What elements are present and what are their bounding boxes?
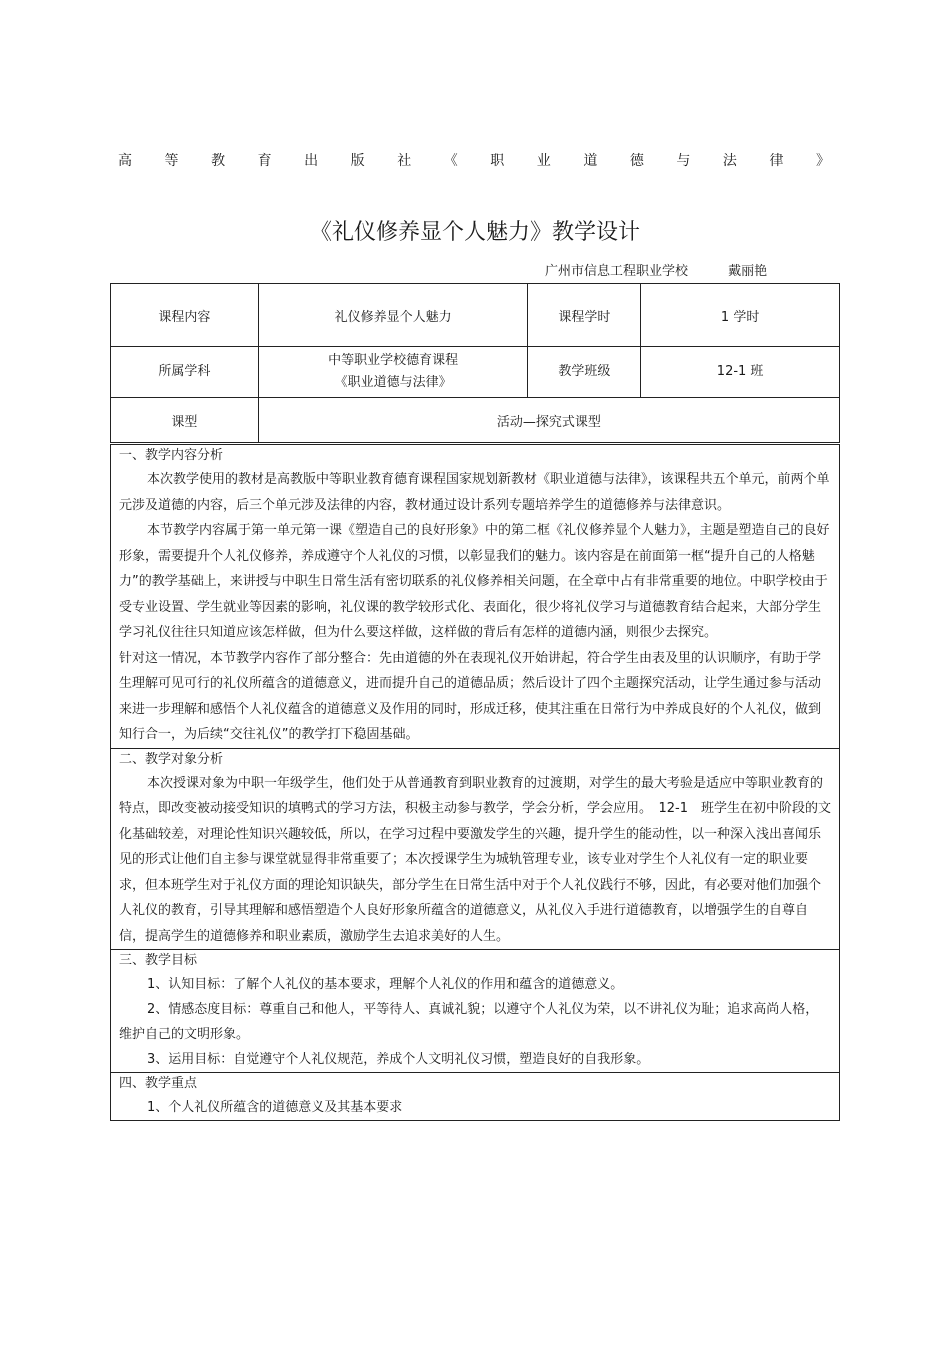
header-char: 高 [118,153,132,169]
section-title: 一、教学内容分析 [119,448,224,463]
header-char: 与 [676,153,691,169]
type-label: 课型 [111,398,259,443]
course-info-table [110,283,840,443]
goal-item: 2、情感态度目标：尊重自己和他人，平等待人、真诚礼貌；以遵守个人礼仪为荣，以不讲礼仪为耻；追求高尚人格，维护自己的文明形象。 [119,1002,819,1042]
course-value: 礼仪修养显个人魅力 [258,284,528,347]
header-char: 职 [490,153,505,169]
header-char: 德 [629,153,644,169]
header-char: 出 [304,153,319,169]
section-title: 二、教学对象分析 [119,751,224,767]
paragraph: 本次授课对象为中职一年级学生，他们处于从普通教育到职业教育的过渡期，对学生的最大考验是适应中等职业教育的特点，即改变被动接受知识的填鸭式的学习方法，积极主动参与教学，学会分析，学会应用。 12-1 班学生在初中阶段的文化基础较差，对理论性知识兴趣较低，所以，在学习过程中要激发学生的兴趣，提升学生的能动性，以一种深入浅出喜闻乐见的形式让他们自主参与课堂就显得非常重要了；本次授课学生为城轨管理专业，该专业对学生个人礼仪有一定的职业要求，但本班学生对于礼仪方面的理论知识缺失，部分学生在日常生活中对于个人礼仪践行不够，因此，有必要对他们加强个人礼仪的教育，引导其理解和感悟塑造个人良好形象所蕴含的道德意义，从礼仪入手进行道德教育，以增强学生的自尊自信，提高学生的道德修养和职业素质，激励学生去追求美好的人生。 [119,775,832,944]
header-char: 教 [211,153,226,169]
goal-item: 3、运用目标：自觉遵守个人礼仪规范，养成个人文明礼仪习惯，塑造良好的自我形象。 [147,1052,650,1067]
document-title: 《礼仪修养显个人魅力》教学设计 [309,220,640,245]
header-char: 等 [164,153,179,169]
table-row [111,398,840,443]
header-char: 道 [583,153,598,169]
course-label: 课程内容 [111,284,259,347]
publisher-header [118,150,830,170]
header-char: 业 [536,153,551,169]
paragraph: 本次教学使用的教材是高教版中等职业教育德育课程国家规划新教材《职业道德与法律》，该课程共五个单元，前两个单元涉及道德的内容，后三个单元涉及法律的内容，教材通过设计系列专题培养学生的道德修养与法律意识。 [119,472,830,513]
header-char: 社 [397,153,412,169]
subject-value-line1: 中等职业学校德育课程 [328,353,459,368]
header-char: 《 [443,153,458,169]
header-char: 育 [257,153,272,169]
author-school: 广州市信息工程职业学校 [545,264,689,279]
table-row [111,284,840,347]
goal-item: 1、认知目标：了解个人礼仪的基本要求，理解个人礼仪的作用和蕴含的道德意义。 [147,977,624,992]
paragraph: 本节教学内容属于第一单元第一课《塑造自己的良好形象》中的第二框《礼仪修养显个人魅力》，主题是塑造自己的良好形象，需要提升个人礼仪修养，养成遵守个人礼仪的习惯，以彰显我们的魅力。该内容是在前面第一框“提升自己的人格魅力”的教学基础上，来讲授与中职生日常生活有密切联系的礼仪修养相关问题，在全章中占有非常重要的地位。中职学校由于受专业设置、学生就业等因素的影响，礼仪课的教学较形式化、表面化，很少将礼仪学习与道德教育结合起来，大部分学生学习礼仪往往只知道应该怎样做，但为什么要这样做，这样做的背后有怎样的道德内涵，则很少去探究。 [119,523,830,640]
section-title: 三、教学目标 [119,953,198,968]
header-char: 》 [815,153,830,169]
content-analysis-section [111,444,839,748]
header-char: 法 [722,153,737,169]
subject-value [258,347,528,398]
student-analysis-section [111,748,839,950]
teaching-goals-section [111,949,839,1072]
table-row [111,347,840,398]
subject-value-line2: 《职业道德与法律》 [334,375,452,390]
key-point-item: 1、个人礼仪所蕴含的道德意义及其基本要求 [147,1100,403,1115]
type-value: 活动—探究式课型 [258,398,839,443]
class-label: 教学班级 [528,347,641,398]
author-name: 戴丽艳 [728,264,768,279]
key-points-section [111,1072,839,1120]
header-char: 版 [350,153,365,169]
design-sections [110,444,840,1121]
section-title: 四、教学重点 [119,1076,198,1091]
hours-value: 1 学时 [641,284,840,347]
paragraph: 针对这一情况，本节教学内容作了部分整合：先由道德的外在表现礼仪开始讲起，符合学生由表及里的认识顺序，有助于学生理解可见可行的礼仪所蕴含的道德意义，进而提升自己的道德品质；然后设计了四个主题探究活动，让学生通过参与活动来进一步理解和感悟个人礼仪蕴含的道德意义及作用的同时，形成迁移，使其注重在日常行为中养成良好的个人礼仪，做到知行合一，为后续“交往礼仪”的教学打下稳固基础。 [119,650,822,742]
subject-label: 所属学科 [111,347,259,398]
header-char: 律 [769,153,784,169]
author-line [545,260,767,279]
hours-label: 课程学时 [528,284,641,347]
class-value: 12-1 班 [641,347,840,398]
